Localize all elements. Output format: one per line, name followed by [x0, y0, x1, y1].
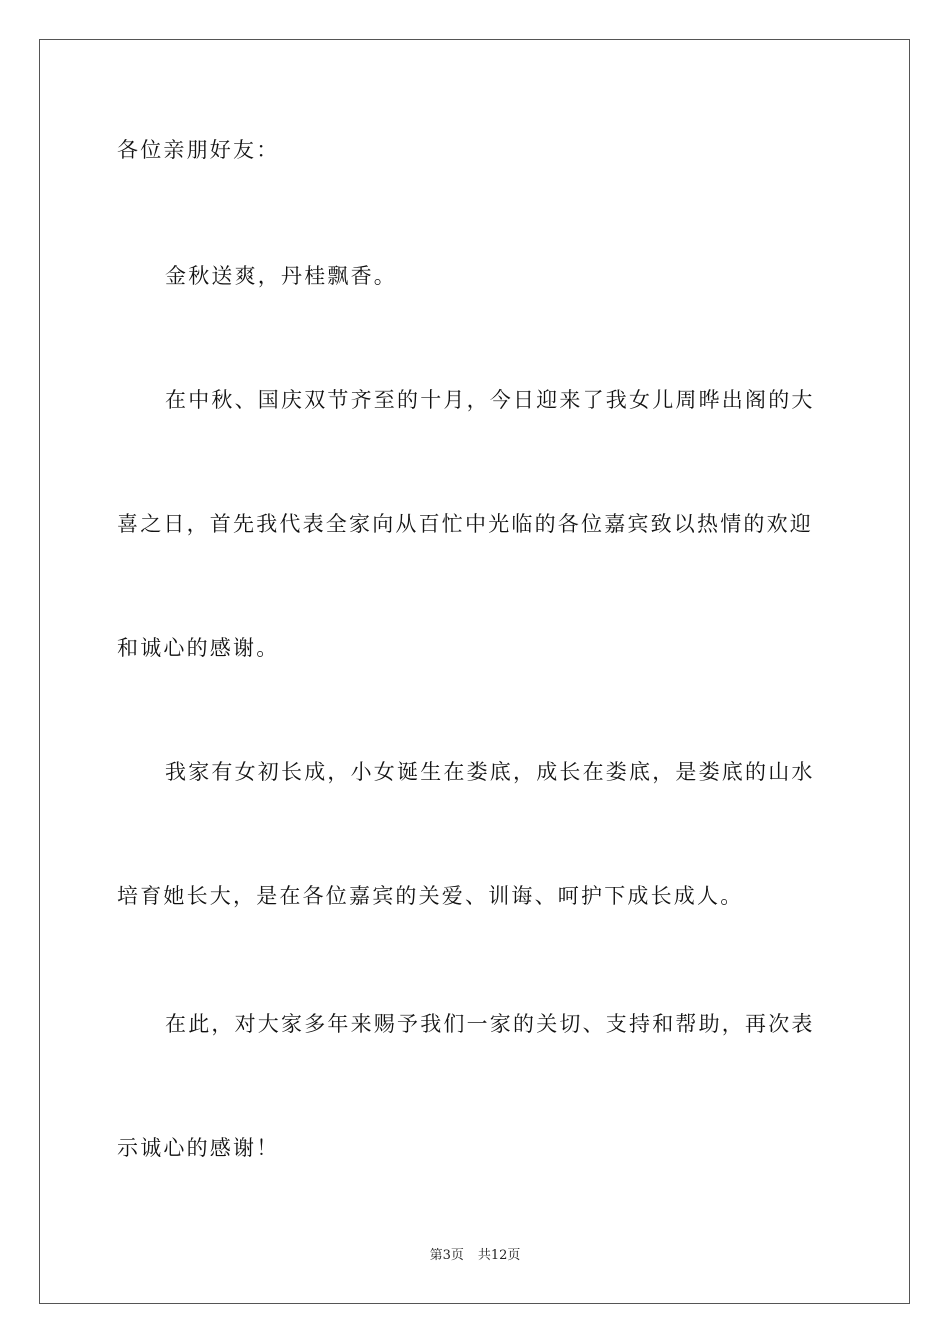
page-border [39, 39, 910, 1304]
page-number: 第3页 [429, 1248, 464, 1263]
paragraph-3-line-2: 培育她长大，是在各位嘉宾的关爱、训诲、呵护下成长成人。 [117, 884, 744, 908]
paragraph-2-line-3: 和诚心的感谢。 [117, 636, 280, 660]
paragraph-4-line-2: 示诚心的感谢！ [117, 1136, 280, 1160]
total-pages: 共12页 [477, 1248, 521, 1263]
paragraph-2-line-2: 喜之日，首先我代表全家向从百忙中光临的各位嘉宾致以热情的欢迎 [117, 512, 813, 536]
salutation: 各位亲朋好友： [117, 138, 280, 162]
paragraph-4-line-1: 在此，对大家多年来赐予我们一家的关切、支持和帮助，再次表 [165, 1012, 815, 1036]
page-footer [0, 1247, 950, 1265]
paragraph-2-line-1: 在中秋、国庆双节齐至的十月，今日迎来了我女儿周晔出阁的大 [165, 388, 815, 412]
paragraph-3-line-1: 我家有女初长成，小女诞生在娄底，成长在娄底，是娄底的山水 [165, 760, 815, 784]
paragraph-1-line-1: 金秋送爽，丹桂飘香。 [165, 264, 397, 288]
